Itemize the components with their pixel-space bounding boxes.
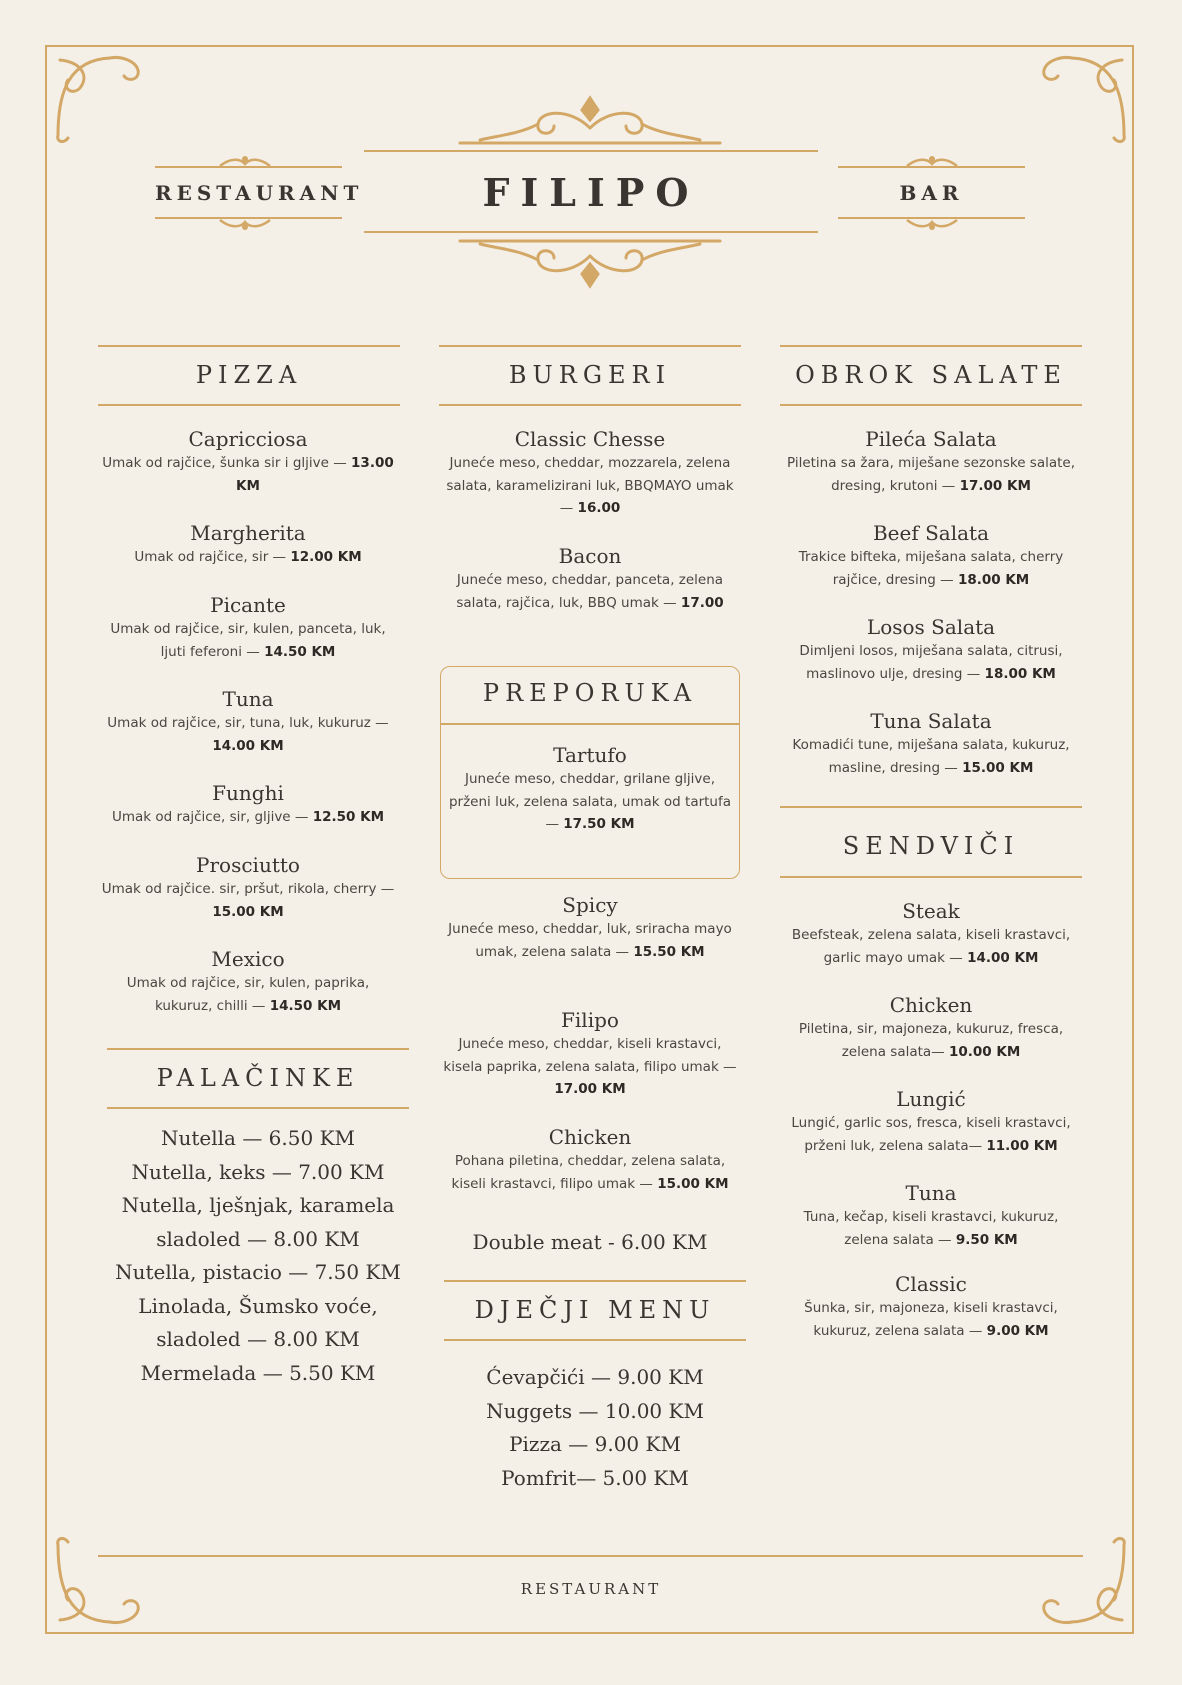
menu-item <box>436 1007 744 1101</box>
item-description: Juneće meso, cheddar, grilane gljive, prženi luk, zelena salata, umak od tartufa — 17.50 KM <box>448 771 732 832</box>
list-item: Ćevapčići — 9.00 KM <box>486 1365 704 1389</box>
brand-left-label: RESTAURANT <box>155 181 364 205</box>
menu-item <box>436 1124 744 1195</box>
item-price: 18.00 KM <box>984 665 1056 682</box>
list-item: Nutella, pistacio — 7.50 KM <box>115 1260 401 1284</box>
menu-item <box>436 426 744 520</box>
item-price: 16.00 <box>577 500 621 516</box>
item-name: Chicken <box>889 993 973 1017</box>
item-price: 10.00 KM <box>948 1043 1021 1060</box>
menu-item <box>93 520 403 569</box>
item-name: Lungić <box>896 1087 966 1111</box>
menu-item <box>93 946 403 1017</box>
item-name: Tartufo <box>553 743 627 767</box>
item-price: 18.00 KM <box>957 571 1030 588</box>
item-price: 9.50 KM <box>955 1231 1018 1248</box>
item-description: Lungić, garlic sos, fresca, kiseli krastavci, prženi luk, zelena salata— 11.00 KM <box>791 1115 1071 1154</box>
item-description: Juneće meso, cheddar, mozzarela, zelena salata, karamelizirani luk, BBQMAYO umak — 16.00 <box>446 455 734 516</box>
list-item: Nutella — 6.50 KM <box>161 1126 355 1150</box>
djecji-line-bottom <box>444 1339 746 1341</box>
item-price: 17.50 KM <box>563 816 635 832</box>
menu-item <box>777 992 1085 1063</box>
item-name: Mexico <box>211 947 285 971</box>
double-meat-extra: Double meat - 6.00 KM <box>472 1230 708 1254</box>
item-description: Umak od rajčice, sir, kulen, paprika, kukuruz, chilli — 14.50 KM <box>126 975 370 1014</box>
footer-label: RESTAURANT <box>520 1580 662 1598</box>
list-item: Nutella, keks — 7.00 KM <box>131 1159 385 1184</box>
section-title-djecji-menu: DJEČJI MENU <box>474 1296 716 1324</box>
menu-item <box>777 1271 1085 1342</box>
preporuka-line <box>440 723 740 725</box>
footer-line <box>98 1555 1083 1557</box>
brand-right-label: BAR <box>899 181 964 205</box>
item-name: Prosciutto <box>196 853 300 877</box>
list-item: Pomfrit— 5.00 KM <box>501 1465 689 1490</box>
djecji-list <box>444 1361 746 1495</box>
item-name: Classic Chesse <box>514 427 666 451</box>
item-name: Capricciosa <box>188 427 308 451</box>
item-description: Komadići tune, miješana salata, kukuruz, masline, dresing — 15.00 KM <box>792 737 1070 776</box>
item-name: Tuna Salata <box>870 709 992 733</box>
list-item: Pizza — 9.00 KM <box>509 1432 681 1456</box>
item-price: 15.50 KM <box>633 943 705 960</box>
item-description: Umak od rajčice, sir, kulen, panceta, luk, ljuti feferoni — 14.50 KM <box>110 621 386 660</box>
menu-item <box>777 1180 1085 1251</box>
palacinke-line-top <box>107 1048 409 1050</box>
item-description: Umak od rajčice. sir, pršut, rikola, cherry — 15.00 KM <box>101 881 395 920</box>
sendvici-list <box>777 0 1085 1685</box>
palacinke-line-bottom <box>107 1107 409 1109</box>
list-item: sladoled — 8.00 KM <box>156 1327 360 1351</box>
item-name: Beef Salata <box>872 521 990 545</box>
item-name: Tuna <box>905 1181 957 1205</box>
item-price: 17.00 KM <box>959 477 1031 494</box>
item-price: 17.00 KM <box>554 1081 626 1097</box>
item-price: 14.50 KM <box>264 643 336 660</box>
section-title-sendvici: SENDVIČI <box>842 832 1020 860</box>
item-name: Steak <box>902 899 960 923</box>
item-description: Tuna, kečap, kiseli krastavci, kukuruz, zelena salata — 9.50 KM <box>803 1209 1059 1248</box>
item-description: Umak od rajčice, šunka sir i gljive — 13.00 KM <box>102 455 394 494</box>
item-name: Filipo <box>561 1008 619 1032</box>
item-name: Funghi <box>212 781 284 805</box>
item-price: 17.00 <box>680 594 724 611</box>
item-price: 12.00 KM <box>290 549 362 565</box>
item-name: Chicken <box>548 1125 632 1149</box>
menu-item <box>436 543 744 614</box>
menu-item <box>93 426 403 497</box>
menu-item <box>93 686 403 757</box>
item-description: Umak od rajčice, sir — 12.00 KM <box>134 549 362 565</box>
item-price: 14.50 KM <box>269 997 342 1014</box>
item-name: Losos Salata <box>866 615 996 639</box>
item-price: 14.00 KM <box>967 949 1039 966</box>
item-name: Spicy <box>562 893 618 917</box>
item-name: Bacon <box>558 544 622 568</box>
menu-item <box>93 852 403 923</box>
list-item: Linolada, Šumsko voće, <box>138 1293 378 1318</box>
section-title-palacinke: PALAČINKE <box>156 1064 360 1092</box>
palacinke-list <box>98 1122 418 1390</box>
item-description: Beefsteak, zelena salata, kiseli krastavci, garlic mayo umak — 14.00 KM <box>791 927 1071 966</box>
item-description: Pohana piletina, cheddar, zelena salata, kiseli krastavci, filipo umak — 15.00 KM <box>451 1153 729 1192</box>
item-description: Šunka, sir, majoneza, kiseli krastavci, kukuruz, zelena salata — 9.00 KM <box>804 1300 1058 1339</box>
item-name: Classic <box>895 1272 967 1296</box>
item-name: Pileća Salata <box>865 427 997 451</box>
item-price: 9.00 KM <box>986 1322 1049 1339</box>
section-title-pizza: PIZZA <box>195 361 303 389</box>
item-description: Dimljeni losos, miješana salata, citrusi, maslinovo ulje, dresing — 18.00 KM <box>799 643 1063 682</box>
list-item: sladoled — 8.00 KM <box>156 1226 360 1251</box>
menu-item <box>777 1086 1085 1157</box>
item-price: 15.00 KM <box>212 903 284 920</box>
item-description: Juneće meso, cheddar, panceta, zelena salata, rajčica, luk, BBQ umak — 17.00 <box>456 572 724 611</box>
menu-item <box>777 898 1085 969</box>
restaurant-name: FILIPO <box>482 170 700 215</box>
item-name: Margherita <box>190 521 306 545</box>
item-price: 12.50 KM <box>312 809 384 825</box>
item-price: 15.00 KM <box>657 1175 729 1192</box>
item-description: Umak od rajčice, sir, gljive — 12.50 KM <box>111 809 384 825</box>
menu-item <box>93 592 403 663</box>
item-description: Juneće meso, cheddar, kiseli krastavci, kisela paprika, zelena salata, filipo umak — 17.00 KM <box>443 1036 737 1097</box>
item-name: Picante <box>210 593 286 617</box>
list-item: Nuggets — 10.00 KM <box>486 1398 704 1423</box>
item-price: 13.00 KM <box>236 455 394 494</box>
item-price: 11.00 KM <box>986 1137 1058 1154</box>
menu-item <box>436 892 744 963</box>
item-description: Piletina sa žara, miješane sezonske salate, dresing, krutoni — 17.00 KM <box>786 455 1076 494</box>
item-price: 15.00 KM <box>962 759 1034 776</box>
item-description: Umak od rajčice, sir, tuna, luk, kukuruz — 14.00 KM <box>107 715 389 754</box>
item-name: Tuna <box>222 687 274 711</box>
item-description: Piletina, sir, majoneza, kukuruz, fresca, zelena salata— 10.00 KM <box>798 1021 1064 1060</box>
section-title-burgeri: BURGERI <box>508 361 672 389</box>
list-item: Nutella, lješnjak, karamela <box>121 1193 395 1217</box>
item-description: Juneće meso, cheddar, luk, sriracha mayo umak, zelena salata — 15.50 KM <box>448 921 732 960</box>
list-item: Mermelada — 5.50 KM <box>140 1360 376 1385</box>
section-title-obrok-salate: OBROK SALATE <box>795 361 1067 389</box>
menu-item <box>93 780 403 829</box>
pizza-list <box>93 0 403 1685</box>
item-description: Trakice bifteka, miješana salata, cherry rajčice, dresing — 18.00 KM <box>798 549 1064 588</box>
djecji-line-top <box>444 1280 746 1282</box>
item-price: 14.00 KM <box>212 737 284 754</box>
section-title-preporuka: PREPORUKA <box>482 679 698 707</box>
recommended-item <box>443 742 737 836</box>
